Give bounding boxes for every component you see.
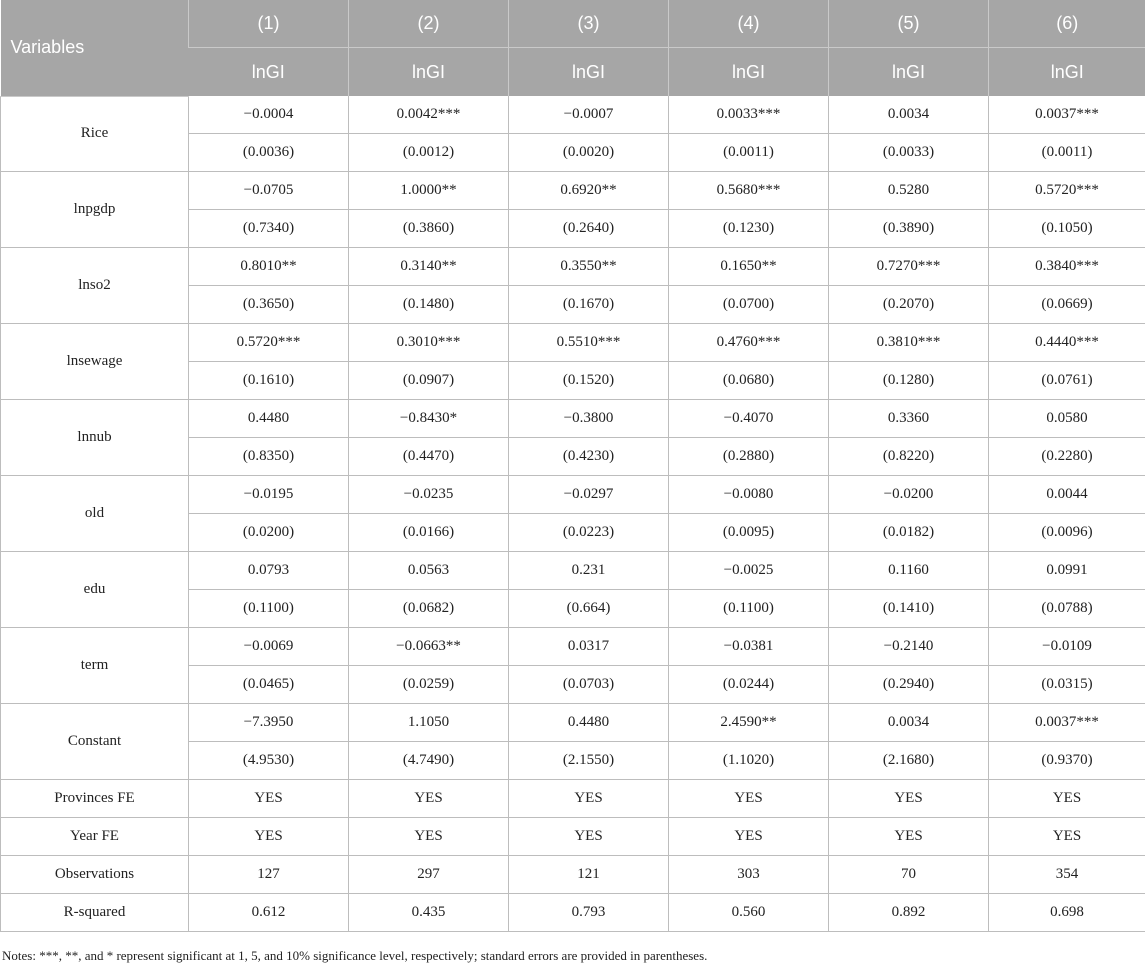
standard-error-cell: (0.1100) — [669, 590, 829, 628]
statistic-cell: YES — [669, 818, 829, 856]
statistic-cell: YES — [349, 818, 509, 856]
statistic-name: Provinces FE — [1, 780, 189, 818]
statistic-cell: YES — [509, 818, 669, 856]
standard-error-cell: (0.1280) — [829, 362, 989, 400]
standard-error-cell: (2.1680) — [829, 742, 989, 780]
coefficient-cell: −0.0007 — [509, 96, 669, 134]
coefficient-cell: −0.4070 — [669, 400, 829, 438]
statistic-cell: YES — [989, 818, 1145, 856]
statistic-cell: 0.612 — [189, 894, 349, 932]
coefficient-cell: 0.0044 — [989, 476, 1145, 514]
coefficient-cell: 0.4480 — [509, 704, 669, 742]
coefficient-cell: −7.3950 — [189, 704, 349, 742]
standard-error-cell: (0.0166) — [349, 514, 509, 552]
standard-error-cell: (2.1550) — [509, 742, 669, 780]
statistic-cell: 127 — [189, 856, 349, 894]
table-row — [1, 856, 1145, 894]
coefficient-cell: 0.3360 — [829, 400, 989, 438]
coefficient-cell: −0.0381 — [669, 628, 829, 666]
header-model: (3) — [509, 0, 669, 48]
coefficient-cell: −0.0297 — [509, 476, 669, 514]
header-model: (1) — [189, 0, 349, 48]
variable-name: old — [1, 476, 189, 552]
coefficient-cell: 0.3550** — [509, 248, 669, 286]
table-body — [1, 96, 1145, 932]
subheader-dependent-var: lnGI — [669, 48, 829, 97]
coefficient-cell: 0.3840*** — [989, 248, 1145, 286]
standard-error-cell: (0.1410) — [829, 590, 989, 628]
standard-error-cell: (0.2640) — [509, 210, 669, 248]
coefficient-cell: −0.0663** — [349, 628, 509, 666]
statistic-name: R-squared — [1, 894, 189, 932]
standard-error-cell: (0.1610) — [189, 362, 349, 400]
standard-error-cell: (0.0669) — [989, 286, 1145, 324]
coefficient-cell: 0.0034 — [829, 96, 989, 134]
coefficient-cell: 0.0037*** — [989, 704, 1145, 742]
table-row — [1, 704, 1145, 742]
statistic-cell: YES — [829, 818, 989, 856]
coefficient-cell: 0.3010*** — [349, 324, 509, 362]
statistic-cell: 0.793 — [509, 894, 669, 932]
header-row — [1, 0, 1145, 48]
variable-name: edu — [1, 552, 189, 628]
coefficient-cell: −0.0195 — [189, 476, 349, 514]
coefficient-cell: −0.0069 — [189, 628, 349, 666]
standard-error-cell: (0.1670) — [509, 286, 669, 324]
statistic-cell: YES — [349, 780, 509, 818]
standard-error-cell: (0.0020) — [509, 134, 669, 172]
standard-error-cell: (0.2280) — [989, 438, 1145, 476]
standard-error-cell: (0.2070) — [829, 286, 989, 324]
subheader-dependent-var: lnGI — [509, 48, 669, 97]
standard-error-cell: (0.1230) — [669, 210, 829, 248]
table-row — [1, 818, 1145, 856]
standard-error-cell: (0.4470) — [349, 438, 509, 476]
standard-error-cell: (0.0703) — [509, 666, 669, 704]
standard-error-cell: (0.7340) — [189, 210, 349, 248]
standard-error-cell: (0.0465) — [189, 666, 349, 704]
header-model: (4) — [669, 0, 829, 48]
coefficient-cell: 0.4760*** — [669, 324, 829, 362]
coefficient-cell: 0.231 — [509, 552, 669, 590]
coefficient-cell: 0.4480 — [189, 400, 349, 438]
standard-error-cell: (0.4230) — [509, 438, 669, 476]
standard-error-cell: (0.8220) — [829, 438, 989, 476]
standard-error-cell: (0.664) — [509, 590, 669, 628]
statistic-cell: YES — [989, 780, 1145, 818]
table-row — [1, 248, 1145, 286]
standard-error-cell: (0.3650) — [189, 286, 349, 324]
coefficient-cell: −0.2140 — [829, 628, 989, 666]
standard-error-cell: (0.1050) — [989, 210, 1145, 248]
coefficient-cell: 0.5680*** — [669, 172, 829, 210]
standard-error-cell: (0.0033) — [829, 134, 989, 172]
statistic-cell: 303 — [669, 856, 829, 894]
coefficient-cell: 0.0033*** — [669, 96, 829, 134]
coefficient-cell: −0.0025 — [669, 552, 829, 590]
coefficient-cell: 0.5510*** — [509, 324, 669, 362]
header-model: (6) — [989, 0, 1145, 48]
standard-error-cell: (0.0036) — [189, 134, 349, 172]
coefficient-cell: −0.0080 — [669, 476, 829, 514]
statistic-name: Year FE — [1, 818, 189, 856]
standard-error-cell: (0.3860) — [349, 210, 509, 248]
standard-error-cell: (0.2940) — [829, 666, 989, 704]
coefficient-cell: 0.0563 — [349, 552, 509, 590]
standard-error-cell: (4.9530) — [189, 742, 349, 780]
standard-error-cell: (0.0096) — [989, 514, 1145, 552]
standard-error-cell: (0.2880) — [669, 438, 829, 476]
standard-error-cell: (1.1020) — [669, 742, 829, 780]
statistic-cell: 121 — [509, 856, 669, 894]
statistic-name: Observations — [1, 856, 189, 894]
coefficient-cell: −0.3800 — [509, 400, 669, 438]
subheader-dependent-var: lnGI — [829, 48, 989, 97]
statistic-cell: YES — [509, 780, 669, 818]
header-variables: Variables — [1, 0, 189, 96]
header-model: (2) — [349, 0, 509, 48]
table-row — [1, 894, 1145, 932]
coefficient-cell: 0.5720*** — [989, 172, 1145, 210]
coefficient-cell: 0.7270*** — [829, 248, 989, 286]
table-row — [1, 552, 1145, 590]
coefficient-cell: 0.0037*** — [989, 96, 1145, 134]
statistic-cell: 0.698 — [989, 894, 1145, 932]
variable-name: Rice — [1, 96, 189, 172]
standard-error-cell: (0.0244) — [669, 666, 829, 704]
statistic-cell: 0.435 — [349, 894, 509, 932]
standard-error-cell: (0.0182) — [829, 514, 989, 552]
coefficient-cell: −0.0200 — [829, 476, 989, 514]
variable-name: lnpgdp — [1, 172, 189, 248]
statistic-cell: 297 — [349, 856, 509, 894]
statistic-cell: 70 — [829, 856, 989, 894]
standard-error-cell: (0.8350) — [189, 438, 349, 476]
coefficient-cell: 0.3140** — [349, 248, 509, 286]
coefficient-cell: 0.0034 — [829, 704, 989, 742]
table-row — [1, 324, 1145, 362]
coefficient-cell: 0.1650** — [669, 248, 829, 286]
coefficient-cell: 0.6920** — [509, 172, 669, 210]
standard-error-cell: (0.0907) — [349, 362, 509, 400]
standard-error-cell: (0.0682) — [349, 590, 509, 628]
coefficient-cell: 0.1160 — [829, 552, 989, 590]
standard-error-cell: (0.0700) — [669, 286, 829, 324]
variable-name: term — [1, 628, 189, 704]
standard-error-cell: (0.0788) — [989, 590, 1145, 628]
standard-error-cell: (0.0200) — [189, 514, 349, 552]
standard-error-cell: (0.0761) — [989, 362, 1145, 400]
table-notes: Notes: ***, **, and * represent significant at 1, 5, and 10% significance level, respectively; standard errors are provided in parentheses. — [2, 948, 708, 963]
statistic-cell: YES — [189, 818, 349, 856]
coefficient-cell: −0.0109 — [989, 628, 1145, 666]
coefficient-cell: 0.0317 — [509, 628, 669, 666]
subheader-dependent-var: lnGI — [189, 48, 349, 97]
standard-error-cell: (0.1480) — [349, 286, 509, 324]
header-model: (5) — [829, 0, 989, 48]
subheader-dependent-var: lnGI — [989, 48, 1145, 97]
statistic-cell: 0.892 — [829, 894, 989, 932]
coefficient-cell: 0.0580 — [989, 400, 1145, 438]
coefficient-cell: 0.4440*** — [989, 324, 1145, 362]
standard-error-cell: (0.0259) — [349, 666, 509, 704]
standard-error-cell: (0.9370) — [989, 742, 1145, 780]
standard-error-cell: (0.0315) — [989, 666, 1145, 704]
coefficient-cell: −0.0235 — [349, 476, 509, 514]
variable-name: lnsewage — [1, 324, 189, 400]
standard-error-cell: (0.0223) — [509, 514, 669, 552]
coefficient-cell: 0.0042*** — [349, 96, 509, 134]
standard-error-cell: (4.7490) — [349, 742, 509, 780]
coefficient-cell: 1.0000** — [349, 172, 509, 210]
coefficient-cell: 0.0793 — [189, 552, 349, 590]
statistic-cell: YES — [829, 780, 989, 818]
standard-error-cell: (0.3890) — [829, 210, 989, 248]
table-header — [1, 0, 1145, 96]
table-row — [1, 628, 1145, 666]
coefficient-cell: 1.1050 — [349, 704, 509, 742]
coefficient-cell: −0.8430* — [349, 400, 509, 438]
variable-name: lnso2 — [1, 248, 189, 324]
table-row — [1, 172, 1145, 210]
standard-error-cell: (0.0095) — [669, 514, 829, 552]
statistic-cell: YES — [669, 780, 829, 818]
variable-name: Constant — [1, 704, 189, 780]
standard-error-cell: (0.0011) — [669, 134, 829, 172]
coefficient-cell: 0.5280 — [829, 172, 989, 210]
coefficient-cell: −0.0004 — [189, 96, 349, 134]
table-row — [1, 96, 1145, 134]
statistic-cell: 0.560 — [669, 894, 829, 932]
coefficient-cell: 0.0991 — [989, 552, 1145, 590]
coefficient-cell: 2.4590** — [669, 704, 829, 742]
statistic-cell: YES — [189, 780, 349, 818]
variable-name: lnnub — [1, 400, 189, 476]
table-row — [1, 400, 1145, 438]
table-row — [1, 476, 1145, 514]
standard-error-cell: (0.1100) — [189, 590, 349, 628]
table-row — [1, 780, 1145, 818]
subheader-dependent-var: lnGI — [349, 48, 509, 97]
coefficient-cell: −0.0705 — [189, 172, 349, 210]
coefficient-cell: 0.8010** — [189, 248, 349, 286]
coefficient-cell: 0.3810*** — [829, 324, 989, 362]
standard-error-cell: (0.1520) — [509, 362, 669, 400]
standard-error-cell: (0.0012) — [349, 134, 509, 172]
coefficient-cell: 0.5720*** — [189, 324, 349, 362]
standard-error-cell: (0.0680) — [669, 362, 829, 400]
standard-error-cell: (0.0011) — [989, 134, 1145, 172]
statistic-cell: 354 — [989, 856, 1145, 894]
